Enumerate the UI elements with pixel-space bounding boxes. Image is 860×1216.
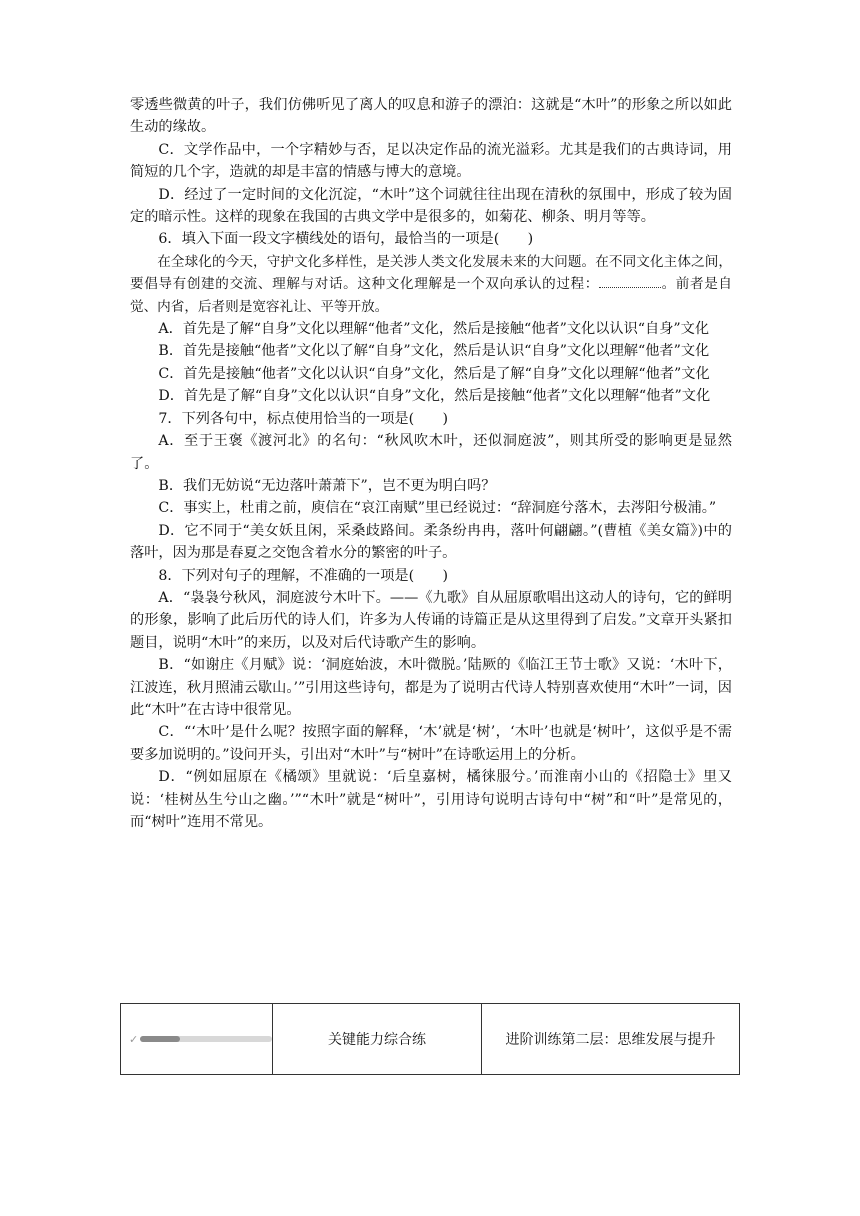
progress-bar xyxy=(140,1036,272,1042)
paragraph: A．至于王褒《渡河北》的名句：“秋风吹木叶，还似洞庭波”，则其所受的影响更是显然了。 xyxy=(130,433,732,472)
paragraph: D．经过了一定时间的文化沉淀，“木叶”这个词就往往出现在清秋的氛围中，形成了较为固定的暗示性。这样的现象在我国的古典文学中是很多的，如菊花、柳条、明月等等。 xyxy=(130,186,732,226)
passage-part-2 xyxy=(130,318,732,833)
paragraph: 8．下列对句子的理解，不准确的一项是( ) xyxy=(158,567,449,584)
section-title: 关键能力综合练 xyxy=(273,1004,482,1074)
paragraph: B．我们无妨说“无边落叶萧萧下”，岂不更为明白吗？ xyxy=(158,477,496,494)
progress-cell xyxy=(121,1004,273,1074)
paragraph: B．“如谢庄《月赋》说：‘洞庭始波，木叶微脱。’陆厥的《临江王节士歌》又说：‘木叶下，江波连，秋月照浦云歇山。’”引用这些诗句，都是为了说明古代诗人特别喜欢使用“木叶”一词，因此“木叶”在古诗中很常见。 xyxy=(130,657,732,718)
paragraph: 零透些微黄的叶子，我们仿佛听见了离人的叹息和游子的漂泊：这就是“木叶”的形象之所以如此生动的缘故。 xyxy=(130,97,732,136)
paragraph: C．事实上，杜甫之前，庾信在“哀江南赋”里已经说过：“辞洞庭兮落木，去涔阳兮极浦。” xyxy=(158,500,717,517)
section-header-bar xyxy=(120,1003,740,1075)
passage-part-1 xyxy=(130,94,732,251)
paragraph: C．“‘木叶’是什么呢？按照字面的解释，‘木’就是‘树’，‘木叶’也就是‘树叶’，这似乎是不需要多加说明的。”设问开头，引出对“木叶”与“树叶”在诗歌运用上的分析。 xyxy=(130,724,732,763)
fill-blank xyxy=(599,273,661,288)
paragraph: B．首先是接触“他者”文化以了解“自身”文化，然后是认识“自身”文化以理解“他者”文化 xyxy=(158,343,710,360)
question-content xyxy=(130,94,732,833)
paragraph: 6．填入下面一段文字横线处的语句，最恰当的一项是( ) xyxy=(158,231,534,248)
progress-fill xyxy=(140,1036,180,1042)
paragraph: D．它不同于“美女妖且闲，采桑歧路间。柔条纷冉冉，落叶何翩翩。”(曹植《美女篇》)中的落叶，因为那是春夏之交饱含着水分的繁密的叶子。 xyxy=(130,522,732,562)
paragraph: D．首先是了解“自身”文化以认识“自身”文化，然后是接触“他者”文化以理解“他者”文化 xyxy=(158,388,711,405)
q6-passage xyxy=(130,251,732,318)
q6-passage-after: 。前者是自觉、内省，后者则是宽容礼让、平等开放。 xyxy=(130,276,733,315)
paragraph: A．首先是了解“自身”文化以理解“他者”文化，然后是接触“他者”文化以认识“自身”文化 xyxy=(158,321,710,338)
section-subtitle: 进阶训练第二层：思维发展与提升 xyxy=(505,1032,716,1048)
paragraph: C．首先是接触“他者”文化以认识“自身”文化，然后是了解“自身”文化以理解“他者”文化 xyxy=(158,365,710,382)
paragraph: 7．下列各句中，标点使用恰当的一项是( ) xyxy=(158,410,449,427)
paragraph: D．“例如屈原在《橘颂》里就说：‘后皇嘉树，橘徕服兮。’而淮南小山的《招隐士》里又说：‘桂树丛生兮山之幽。’”“木叶”就是“树叶”，引用诗句说明古诗句中“树”和“叶”是常见的，而“树叶”连用不常见。 xyxy=(130,769,732,830)
paragraph: C．文学作品中，一个字精妙与否，足以决定作品的流光溢彩。尤其是我们的古典诗词，用简短的几个字，造就的却是丰富的情感与博大的意境。 xyxy=(130,141,732,181)
q6-passage-before: 在全球化的今天，守护文化多样性，是关涉人类文化发展未来的大问题。在不同文化主体之间，要倡导有创建的交流、理解与对话。这种文化理解是一个双向承认的过程： xyxy=(130,253,732,293)
check-icon: ✓ xyxy=(129,1032,139,1046)
paragraph: A．“袅袅兮秋风，洞庭波兮木叶下。——《九歌》自从屈原歌唱出这动人的诗句，它的鲜明的形象，影响了此后历代的诗人们，许多为人传诵的诗篇正是从这里得到了启发。”文章开头紧扣题目，说明“木叶”的来历，以及对后代诗歌产生的影响。 xyxy=(130,589,732,651)
